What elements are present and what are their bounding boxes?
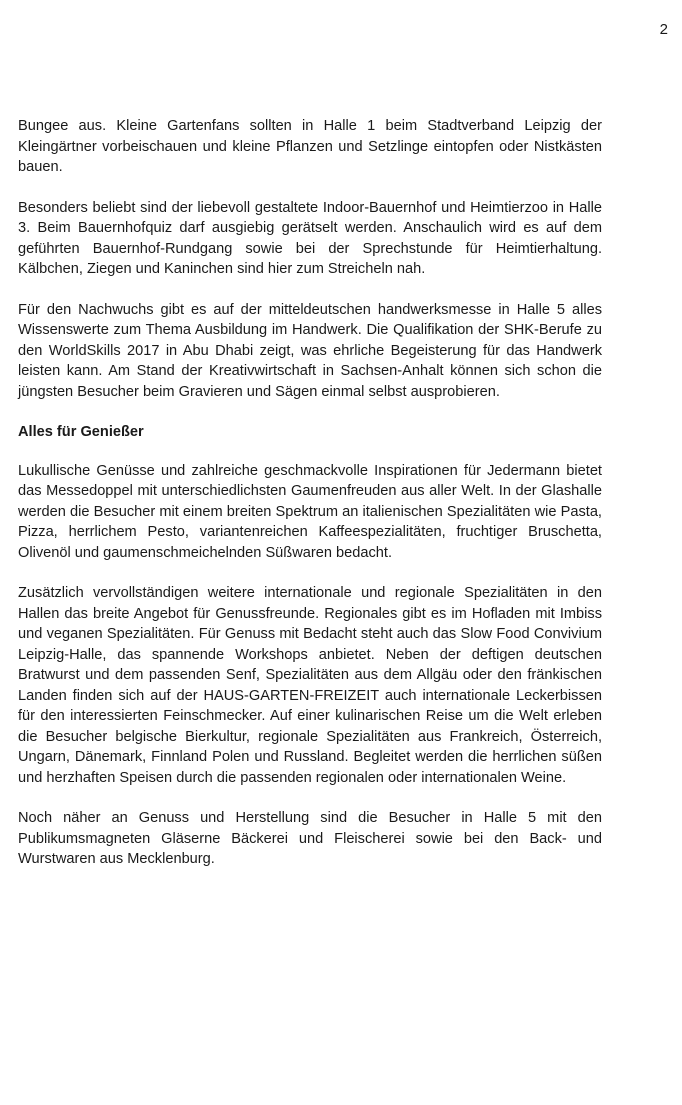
- paragraph-international-specialties: Zusätzlich vervollständigen weitere internationale und regionale Spezialitäten in den Hallen das breite Angebot für Genussfreunde. Regionales gibt es im Hofladen mit Imbiss und veganen Spezialitäten. Für Genuss mit Bedacht steht auch das Slow Food Convivium Leipzig-Halle, das spannende Workshops anbietet. Neben der deftigen deutschen Bratwurst und dem passenden Senf, Spezialitäten aus dem Allgäu oder den fränkischen Landen finden sich auf der HAUS-GARTEN-FREIZEIT auch internationale Leckerbissen für den interessierten Feinschmecker. Auf einer kulinarischen Reise um die Welt erleben die Besucher belgische Bierkultur, regionale Spezialitäten aus Frankreich, Österreich, Ungarn, Dänemark, Finnland Polen und Russland. Begleitet werden die herrlichen süßen und herzhaften Speisen durch die passenden regionalen oder internationalen Weine.: [18, 585, 602, 786]
- paragraph-garden-kids: Bungee aus. Kleine Gartenfans sollten in Halle 1 beim Stadtverband Leipzig der Kleingärtner vorbeischauen und kleine Pflanzen und Setzlinge eintopfen oder Nistkästen bauen.: [18, 118, 602, 175]
- section-heading: Alles für Genießer: [18, 424, 144, 440]
- document-body: [18, 116, 602, 890]
- paragraph-indoor-farm: Besonders beliebt sind der liebevoll gestaltete Indoor-Bauernhof und Heimtierzoo in Halle 3. Beim Bauernhofquiz darf ausgiebig gerätselt werden. Anschaulich wird es auf dem geführten Bauernhof-Rundgang sowie bei der Sprechstunde für Heimtierhaltung. Kälbchen, Ziegen und Kaninchen sind hier zum Streicheln nah.: [18, 199, 602, 277]
- paragraph-craft-training: Für den Nachwuchs gibt es auf der mitteldeutschen handwerksmesse in Halle 5 alles Wissenswerte zum Thema Ausbildung im Handwerk. Die Qualifikation der SHK-Berufe zu den WorldSkills 2017 in Abu Dhabi zeigt, was ehrliche Begeisterung für das Handwerk leisten kann. Am Stand der Kreativwirtschaft in Sachsen-Anhalt können sich schon die jüngsten Besucher beim Gravieren und Sägen einmal selbst ausprobieren.: [18, 301, 602, 400]
- page-number: 2: [659, 21, 668, 38]
- paragraph-bakery-butchery: Noch näher an Genuss und Herstellung sind die Besucher in Halle 5 mit den Publikumsmagneten Gläserne Bäckerei und Fleischerei sowie bei den Back- und Wurstwaren aus Mecklenburg.: [18, 810, 602, 867]
- paragraph-culinary-intro: Lukullische Genüsse und zahlreiche geschmackvolle Inspirationen für Jedermann bietet das Messedoppel mit unterschiedlichsten Gaumenfreuden aus aller Welt. In der Glashalle werden die Besucher mit einem breiten Spektrum an italienischen Spezialitäten wie Pasta, Pizza, herrlichem Pesto, variantenreichen Kaffeespezialitäten, fruchtiger Bruschetta, Olivenöl und gaumenschmeichelnden Süßwaren bedacht.: [18, 462, 602, 561]
